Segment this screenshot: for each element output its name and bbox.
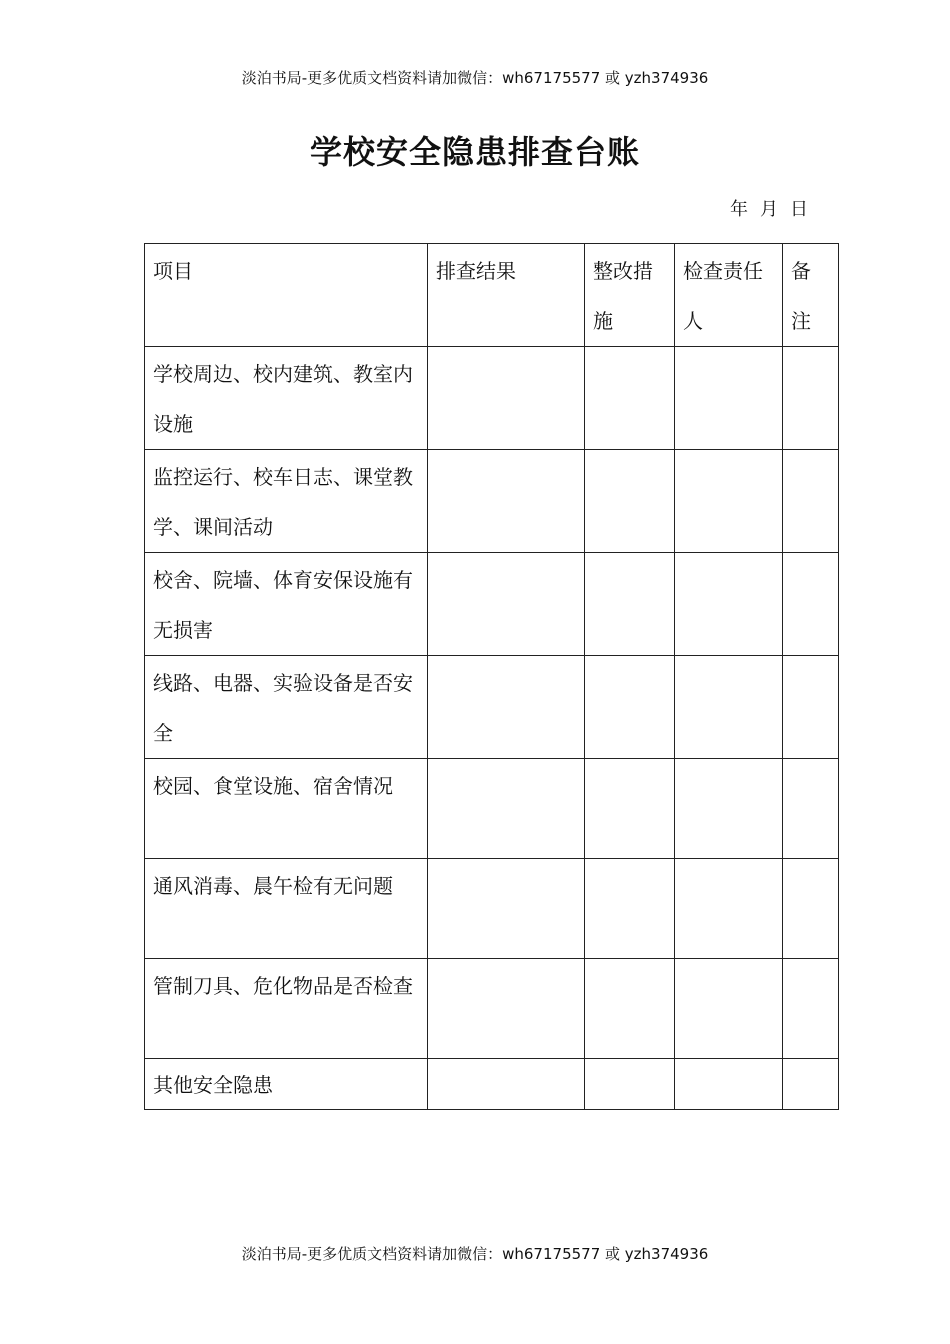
cell-item: 校舍、院墙、体育安保设施有无损害: [145, 553, 428, 656]
header-result: 排查结果: [428, 244, 585, 347]
cell-result[interactable]: [428, 450, 585, 553]
cell-result[interactable]: [428, 959, 585, 1059]
cell-measures[interactable]: [585, 759, 675, 859]
header-remarks: 备注: [783, 244, 839, 347]
footer-watermark-note: 淡泊书局-更多优质文档资料请加微信：wh67175577 或 yzh374936: [241, 1245, 709, 1263]
table-row: [145, 859, 839, 959]
cell-responsible[interactable]: [675, 347, 783, 450]
cell-result[interactable]: [428, 656, 585, 759]
cell-remarks[interactable]: [783, 1059, 839, 1110]
cell-item: 其他安全隐患: [145, 1059, 428, 1110]
cell-measures[interactable]: [585, 347, 675, 450]
cell-remarks[interactable]: [783, 859, 839, 959]
cell-result[interactable]: [428, 1059, 585, 1110]
cell-remarks[interactable]: [783, 347, 839, 450]
cell-result[interactable]: [428, 347, 585, 450]
cell-item: 管制刀具、危化物品是否检查: [145, 959, 428, 1059]
cell-measures[interactable]: [585, 859, 675, 959]
table-row: [145, 759, 839, 859]
cell-remarks[interactable]: [783, 959, 839, 1059]
cell-item: 学校周边、校内建筑、教室内设施: [145, 347, 428, 450]
header-item: 项目: [145, 244, 428, 347]
header-responsible: 检查责任人: [675, 244, 783, 347]
cell-measures[interactable]: [585, 553, 675, 656]
cell-responsible[interactable]: [675, 553, 783, 656]
cell-remarks[interactable]: [783, 759, 839, 859]
cell-responsible[interactable]: [675, 959, 783, 1059]
cell-responsible[interactable]: [675, 656, 783, 759]
date-year-label: 年: [730, 199, 748, 220]
table-row: [145, 450, 839, 553]
cell-result[interactable]: [428, 759, 585, 859]
cell-remarks[interactable]: [783, 553, 839, 656]
cell-responsible[interactable]: [675, 1059, 783, 1110]
cell-item: 线路、电器、实验设备是否安全: [145, 656, 428, 759]
table-row: [145, 553, 839, 656]
cell-item: 通风消毒、晨午检有无问题: [145, 859, 428, 959]
cell-responsible[interactable]: [675, 450, 783, 553]
cell-responsible[interactable]: [675, 759, 783, 859]
cell-measures[interactable]: [585, 1059, 675, 1110]
table-row: [145, 347, 839, 450]
cell-measures[interactable]: [585, 450, 675, 553]
header-measures: 整改措施: [585, 244, 675, 347]
cell-measures[interactable]: [585, 959, 675, 1059]
date-month-label: 月: [760, 199, 778, 220]
cell-item: 监控运行、校车日志、课堂教学、课间活动: [145, 450, 428, 553]
cell-measures[interactable]: [585, 656, 675, 759]
inspection-ledger-table: [144, 243, 839, 1110]
cell-responsible[interactable]: [675, 859, 783, 959]
table-row: [145, 959, 839, 1059]
header-watermark-note: 淡泊书局-更多优质文档资料请加微信：wh67175577 或 yzh374936: [241, 69, 709, 87]
date-day-label: 日: [790, 199, 808, 220]
cell-remarks[interactable]: [783, 656, 839, 759]
cell-result[interactable]: [428, 553, 585, 656]
table-row: [145, 656, 839, 759]
cell-item: 校园、食堂设施、宿舍情况: [145, 759, 428, 859]
table-row: [145, 1059, 839, 1110]
table-header-row: [145, 244, 839, 347]
cell-remarks[interactable]: [783, 450, 839, 553]
document-title: 学校安全隐患排查台账: [309, 133, 640, 171]
date-line: [730, 198, 808, 222]
cell-result[interactable]: [428, 859, 585, 959]
